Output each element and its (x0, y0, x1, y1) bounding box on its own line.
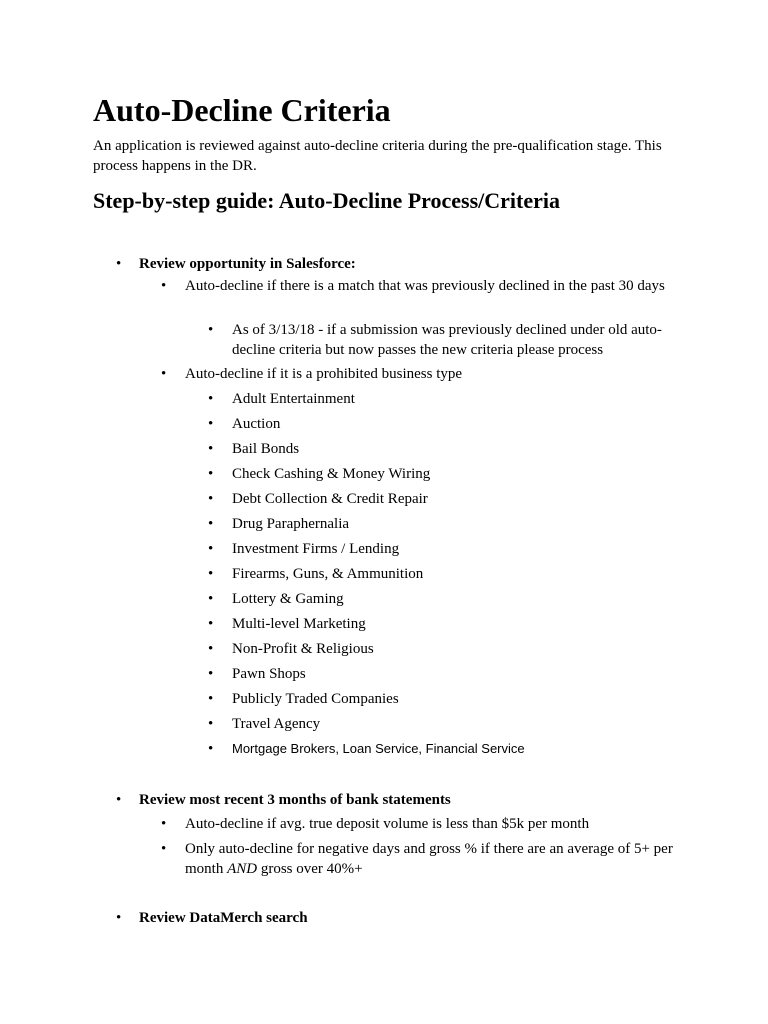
emphasis-text: AND (227, 861, 258, 877)
bullet: • (208, 616, 214, 632)
business-type-text: Adult Entertainment (232, 391, 355, 407)
bullet: • (116, 256, 122, 272)
text-part: gross over 40%+ (257, 861, 363, 877)
bullet: • (208, 541, 214, 557)
business-type-text: Drug Paraphernalia (232, 516, 350, 532)
list-item-text: As of 3/13/18 - if a submission was previously declined under old auto-decline criteria but now passes the new criteria please process (232, 322, 662, 358)
bullet: • (208, 666, 214, 682)
bullet: • (208, 322, 214, 338)
business-type-item (208, 589, 672, 609)
list-item (161, 839, 675, 879)
list-item (161, 276, 675, 296)
bullet: • (161, 841, 167, 857)
bullet: • (116, 792, 122, 808)
business-type-item (208, 639, 672, 659)
bullet: • (208, 741, 214, 757)
bullet: • (208, 391, 214, 407)
guide-heading: Step-by-step guide: Auto-Decline Process/Criteria (93, 188, 561, 213)
business-type-text: Non-Profit & Religious (232, 641, 374, 657)
bullet: • (208, 441, 214, 457)
business-type-text: Firearms, Guns, & Ammunition (232, 566, 424, 582)
bullet: • (208, 691, 214, 707)
intro-paragraph: An application is reviewed against auto-decline criteria during the pre-qualification stage. This process happens in the DR. (93, 138, 662, 174)
business-type-text: Multi-level Marketing (232, 616, 366, 632)
list-item-text: Auto-decline if it is a prohibited business type (185, 366, 463, 382)
bullet: • (208, 416, 214, 432)
list-item (161, 364, 675, 384)
list-item-text (185, 841, 673, 877)
business-type-item (208, 564, 672, 584)
business-type-text: Debt Collection & Credit Repair (232, 491, 428, 507)
business-type-item (208, 389, 672, 409)
bullet: • (208, 466, 214, 482)
bullet: • (208, 641, 214, 657)
bullet: • (208, 566, 214, 582)
list-item (208, 320, 672, 360)
section-heading-datamerch (116, 908, 699, 928)
section-heading-text: Review most recent 3 months of bank statements (139, 792, 451, 808)
business-type-item (208, 439, 672, 459)
section-heading-salesforce (116, 254, 699, 274)
business-type-item (208, 739, 672, 759)
page-title: Auto-Decline Criteria (93, 92, 391, 128)
business-type-text: Auction (232, 416, 281, 432)
section-heading-text: Review DataMerch search (139, 910, 308, 926)
business-type-item (208, 714, 672, 734)
business-type-text: Mortgage Brokers, Loan Service, Financial Service (232, 741, 525, 756)
list-item-text: Auto-decline if avg. true deposit volume is less than $5k per month (185, 816, 590, 832)
business-type-item (208, 664, 672, 684)
business-type-item (208, 539, 672, 559)
text-part: Only auto-decline for negative days and gross % if there are an average of 5+ per month (185, 841, 673, 877)
business-type-text: Investment Firms / Lending (232, 541, 400, 557)
business-type-text: Pawn Shops (232, 666, 306, 682)
bullet: • (208, 591, 214, 607)
business-type-text: Publicly Traded Companies (232, 691, 399, 707)
bullet: • (161, 366, 167, 382)
business-type-text: Check Cashing & Money Wiring (232, 466, 431, 482)
list-item (161, 814, 675, 834)
business-type-text: Lottery & Gaming (232, 591, 344, 607)
business-type-text: Travel Agency (232, 716, 321, 732)
business-type-item (208, 614, 672, 634)
bullet: • (208, 491, 214, 507)
bullet: • (208, 516, 214, 532)
business-type-item (208, 689, 672, 709)
business-type-item (208, 414, 672, 434)
list-item-text: Auto-decline if there is a match that was previously declined in the past 30 days (185, 278, 665, 294)
business-type-item (208, 514, 672, 534)
section-heading-text: Review opportunity in Salesforce: (139, 256, 356, 272)
business-type-text: Bail Bonds (232, 441, 300, 457)
bullet: • (208, 716, 214, 732)
business-type-item (208, 464, 672, 484)
section-heading-bank-statements (116, 790, 699, 810)
bullet: • (116, 910, 122, 926)
business-type-item (208, 489, 672, 509)
bullet: • (161, 278, 167, 294)
bullet: • (161, 816, 167, 832)
